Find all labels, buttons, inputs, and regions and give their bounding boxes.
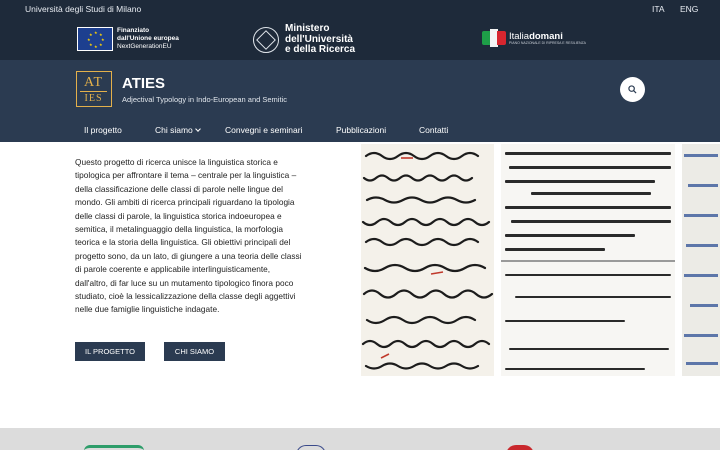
blue-manuscript-image [682, 144, 720, 376]
nav-item-contatti[interactable]: Contatti [419, 125, 449, 135]
site-title[interactable]: ATIES [122, 75, 166, 92]
eu-text-line3: NextGenerationEU [117, 43, 172, 50]
chi-siamo-button[interactable]: CHI SIAMO [164, 342, 225, 361]
language-ita-link[interactable]: ITA [652, 4, 665, 14]
partner-logo-seal [296, 445, 326, 450]
search-button[interactable] [620, 77, 645, 102]
italiadomani-brand-a: Italia [509, 30, 530, 42]
hebrew-manuscript-image [501, 144, 675, 376]
partner-logo-1 [84, 445, 144, 450]
partner-logos-strip [0, 428, 720, 450]
italiadomani-small-text: PIANO NAZIONALE DI RIPRESA E RESILIENZA [509, 40, 587, 45]
mur-text-line1: Ministero [285, 23, 330, 34]
nav-item-chi-siamo[interactable] [155, 125, 200, 135]
university-name: Università degli Studi di Milano [25, 4, 142, 14]
site-subtitle: Adjectival Typology in Indo-European and Semitic [122, 95, 287, 104]
site-header [0, 60, 720, 142]
logo-top-text: AT [83, 75, 104, 90]
logo-bottom-text: IES [84, 93, 103, 104]
mur-text-line3: e della Ricerca [285, 44, 356, 55]
top-bar [0, 0, 720, 18]
eu-flag-icon: ★ ★ ★ ★ ★ ★ ★ ★ [77, 27, 113, 51]
italian-flag-icon [482, 29, 506, 47]
eu-text-line2: dall'Unione europea [117, 35, 179, 42]
eu-text-line1: Finanziato [117, 27, 150, 34]
mur-logo [253, 24, 355, 56]
arabic-manuscript-image [361, 144, 494, 376]
nav-item-chi-siamo-label: Chi siamo [155, 125, 193, 135]
eu-funding-logo [77, 27, 179, 51]
partner-logo-red [506, 445, 534, 450]
nav-item-pubblicazioni[interactable]: Pubblicazioni [336, 125, 387, 135]
project-intro-text: Questo progetto di ricerca unisce la linguistica storica e tipologica per affrontare il tema – centrale per la linguistica – della classificazione delle classi di parole nelle lingue del mondo. Gli ambiti di ricerca principali riguardano la tipologia delle classi di parole, la linguistica storica indoeuropea e semitica, il metalinguaggio della linguistica, la morfologia teorica e la storia della linguistica. Gli obiettivi principali del progetto sono, da un lato, di giungere a una teoria delle classi di parole coerente e applicabile interlinguisticamente, dall'altro, di far luce su un mutamento tipologico finora poco studiato, cioè la lessicalizzazione della classe degli aggettivi nelle due famiglie linguistiche indagate. [75, 157, 302, 315]
aties-logo[interactable] [76, 71, 112, 107]
nav-item-convegni[interactable]: Convegni e seminari [225, 125, 303, 135]
italiadomani-brand-b: domani [529, 30, 563, 42]
language-eng-link[interactable]: ENG [680, 4, 699, 14]
italian-emblem-icon [253, 27, 279, 53]
search-icon [628, 85, 637, 94]
italiadomani-logo [482, 29, 586, 47]
funding-logos-band [0, 18, 720, 60]
main-nav [0, 123, 720, 141]
il-progetto-button[interactable]: IL PROGETTO [75, 342, 145, 361]
nav-item-il-progetto[interactable]: Il progetto [84, 125, 122, 135]
chevron-down-icon [195, 126, 201, 132]
mur-text-line2: dell'Università [285, 33, 353, 45]
